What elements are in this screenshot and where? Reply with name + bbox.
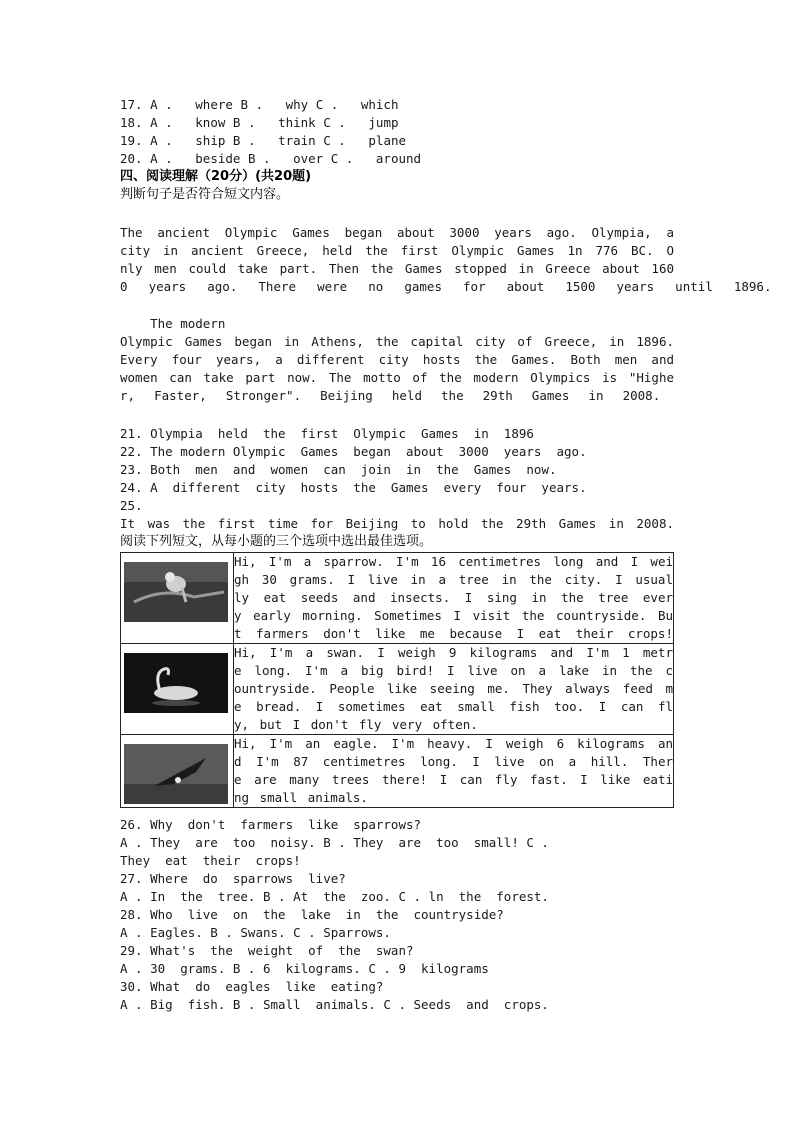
choice-instruction: 阅读下列短文，从每小题的三个选项中选出最佳选项。 bbox=[120, 534, 433, 549]
option-row-18: 18. A . know B . think C . jump bbox=[120, 115, 399, 130]
eagle-photo-cell bbox=[121, 735, 234, 808]
sparrow-text-line: gh 30 grams. I live in a tree in the city. I usual bbox=[234, 572, 673, 587]
sparrow-text-line: y early morning. Sometimes I visit the countryside. Bu bbox=[234, 608, 673, 623]
judge-item: 22. The modern Olympic Games began about 3000 years ago. bbox=[120, 444, 587, 459]
section-heading: 四、阅读理解（20分）(共20题) bbox=[120, 169, 312, 184]
passage2-line: r, Faster, Stronger". Beijing held the 29th Games in 2008. bbox=[120, 388, 661, 403]
passage1-line: nly men could take part. Then the Games stopped in Greece about 160 bbox=[120, 261, 674, 276]
table-row bbox=[121, 553, 674, 644]
passage1-line: city in ancient Greece, held the first Olympic Games 1n 776 BC. O bbox=[120, 243, 674, 258]
option-row-19: 19. A . ship B . train C . plane bbox=[120, 133, 407, 148]
sparrow-text-line: ly eat seeds and insects. I sing in the tree ever bbox=[234, 590, 673, 605]
sparrow-text-line: t farmers don't like me because I eat their crops! bbox=[234, 626, 673, 641]
eagle-text-line: Hi, I'm an eagle. I'm heavy. I weigh 6 kilograms an bbox=[234, 736, 673, 751]
passage2-line: Olympic Games began in Athens, the capital city of Greece, in 1896. bbox=[120, 334, 674, 349]
swan-text-line: e long. I'm a big bird! I live on a lake in the c bbox=[234, 663, 673, 678]
table-row bbox=[121, 644, 674, 735]
passage2-first-line: The modern bbox=[120, 316, 226, 331]
swan-text-line: y, but I don't fly very often. bbox=[234, 717, 478, 732]
judge-instruction: 判断句子是否符合短文内容。 bbox=[120, 187, 290, 202]
question-line: A . 30 grams. B . 6 kilograms. C . 9 kilograms bbox=[120, 961, 489, 976]
swan-text-line: Hi, I'm a swan. I weigh 9 kilograms and I'm 1 metr bbox=[234, 645, 673, 660]
eagle-photo bbox=[124, 744, 228, 804]
judge-item: 21. Olympia held the first Olympic Games in 1896 bbox=[120, 426, 534, 441]
eagle-text-line: e are many trees there! I can fly fast. I like eati bbox=[234, 772, 673, 787]
passage2-line: Every four years, a different city hosts the Games. Both men and bbox=[120, 352, 674, 367]
passage1-line: 0 years ago. There were no games for about 1500 years until 1896. bbox=[120, 279, 772, 294]
swan-photo-cell bbox=[121, 644, 234, 735]
question-line: They eat their crops! bbox=[120, 853, 301, 868]
judge-item: 24. A different city hosts the Games every four years. bbox=[120, 480, 587, 495]
passage2-line: women can take part now. The motto of the modern Olympics is "Highe bbox=[120, 370, 674, 385]
judge-item: 23. Both men and women can join in the Games now. bbox=[120, 462, 557, 477]
swan-text-line: e bread. I sometimes eat small fish too. I can fl bbox=[234, 699, 673, 714]
swan-photo bbox=[124, 653, 228, 713]
eagle-text-line: ng small animals. bbox=[234, 790, 368, 805]
question-line: A . In the tree. B . At the zoo. C . ln the forest. bbox=[120, 889, 549, 904]
sparrow-text-cell bbox=[234, 553, 674, 644]
question-line: A . They are too noisy. B . They are too small! C . bbox=[120, 835, 549, 850]
table-row bbox=[121, 735, 674, 808]
eagle-text-cell bbox=[234, 735, 674, 808]
question-line: 27. Where do sparrows live? bbox=[120, 871, 346, 886]
passage1-line: The ancient Olympic Games began about 3000 years ago. Olympia, a bbox=[120, 225, 674, 240]
question-line: 29. What's the weight of the swan? bbox=[120, 943, 414, 958]
sparrow-text-line: Hi, I'm a sparrow. I'm 16 centimetres long and I wei bbox=[234, 554, 673, 569]
animals-table bbox=[120, 552, 674, 808]
question-line: 26. Why don't farmers like sparrows? bbox=[120, 817, 422, 832]
question-line: A . Eagles. B . Swans. C . Sparrows. bbox=[120, 925, 391, 940]
eagle-text-line: d I'm 87 centimetres long. I live on a hill. Ther bbox=[234, 754, 673, 769]
judge-item-25-text: It was the first time for Beijing to hold the 29th Games in 2008. bbox=[120, 516, 674, 531]
question-line: 28. Who live on the lake in the countryside? bbox=[120, 907, 504, 922]
swan-text-cell bbox=[234, 644, 674, 735]
option-row-20: 20. A . beside B . over C . around bbox=[120, 151, 422, 166]
swan-text-line: ountryside. People like seeing me. They always feed m bbox=[234, 681, 673, 696]
judge-item: 25. bbox=[120, 498, 143, 513]
option-row-17: 17. A . where B . why C . which bbox=[120, 97, 399, 112]
sparrow-photo-cell bbox=[121, 553, 234, 644]
question-line: A . Big fish. B . Small animals. C . Seeds and crops. bbox=[120, 997, 549, 1012]
question-line: 30. What do eagles like eating? bbox=[120, 979, 384, 994]
sparrow-photo bbox=[124, 562, 228, 622]
